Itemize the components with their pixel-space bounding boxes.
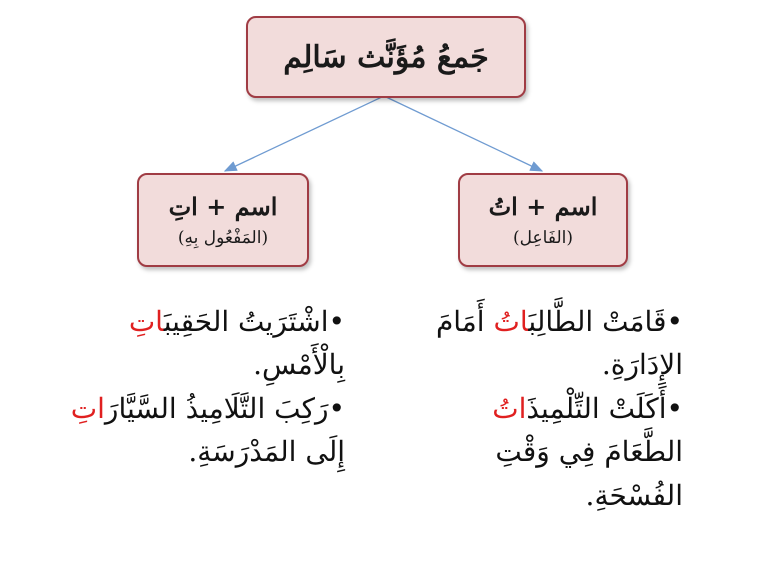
branch-node-subject	[458, 173, 628, 267]
example-text: قَامَتْ الطَّالِبَ	[528, 305, 667, 338]
example-text: بِالْأَمْسِ.	[253, 348, 345, 382]
root-node-title: جَمعُ مُؤَنَّث سَالِم	[283, 39, 489, 75]
list-item: •رَكِبَ التَّلَامِيذُ السَّيَّارَاتِ إِلَى المَدْرَسَةِ.	[70, 391, 345, 469]
example-text: الطَّعَامَ فِي وَقْتِ الفُسْحَةِ.	[495, 435, 683, 512]
branch-subject-rule: اسم + اتُ	[488, 192, 598, 222]
example-highlight: اتُ	[492, 391, 527, 425]
example-text: أَمَامَ الإِدَارَةِ.	[435, 305, 683, 382]
example-text: إِلَى المَدْرَسَةِ.	[188, 435, 345, 469]
example-highlight: اتِ	[128, 305, 164, 338]
arrow-to-left-branch	[225, 96, 384, 171]
object-examples-list	[40, 300, 345, 474]
branch-object-role: (المَفْعُول بِهِ)	[177, 227, 269, 248]
example-highlight: اتِ	[70, 391, 105, 425]
example-text: اشْتَرَيتُ الحَقِيبَ	[163, 305, 329, 338]
root-node	[246, 16, 526, 98]
arrow-to-right-branch	[384, 96, 542, 171]
subject-examples-list	[405, 300, 683, 517]
example-text: أَكَلَتْ التِّلْمِيذَ	[526, 391, 667, 425]
list-item: •اشْتَرَيتُ الحَقِيبَاتِ بِالْأَمْسِ.	[128, 305, 345, 382]
example-highlight: اتُ	[493, 305, 529, 338]
example-text: رَكِبَ التَّلَامِيذُ السَّيَّارَ	[104, 391, 329, 425]
branch-subject-role: (الفَاعِل)	[513, 227, 573, 248]
branch-object-rule: اسم + اتِ	[168, 192, 278, 222]
list-item: •أَكَلَتْ التِّلْمِيذَاتُ الطَّعَامَ فِي وَقْتِ الفُسْحَةِ.	[492, 391, 683, 512]
list-item: •قَامَتْ الطَّالِبَاتُ أَمَامَ الإِدَارَةِ.	[435, 305, 683, 382]
branch-node-object	[137, 173, 309, 267]
